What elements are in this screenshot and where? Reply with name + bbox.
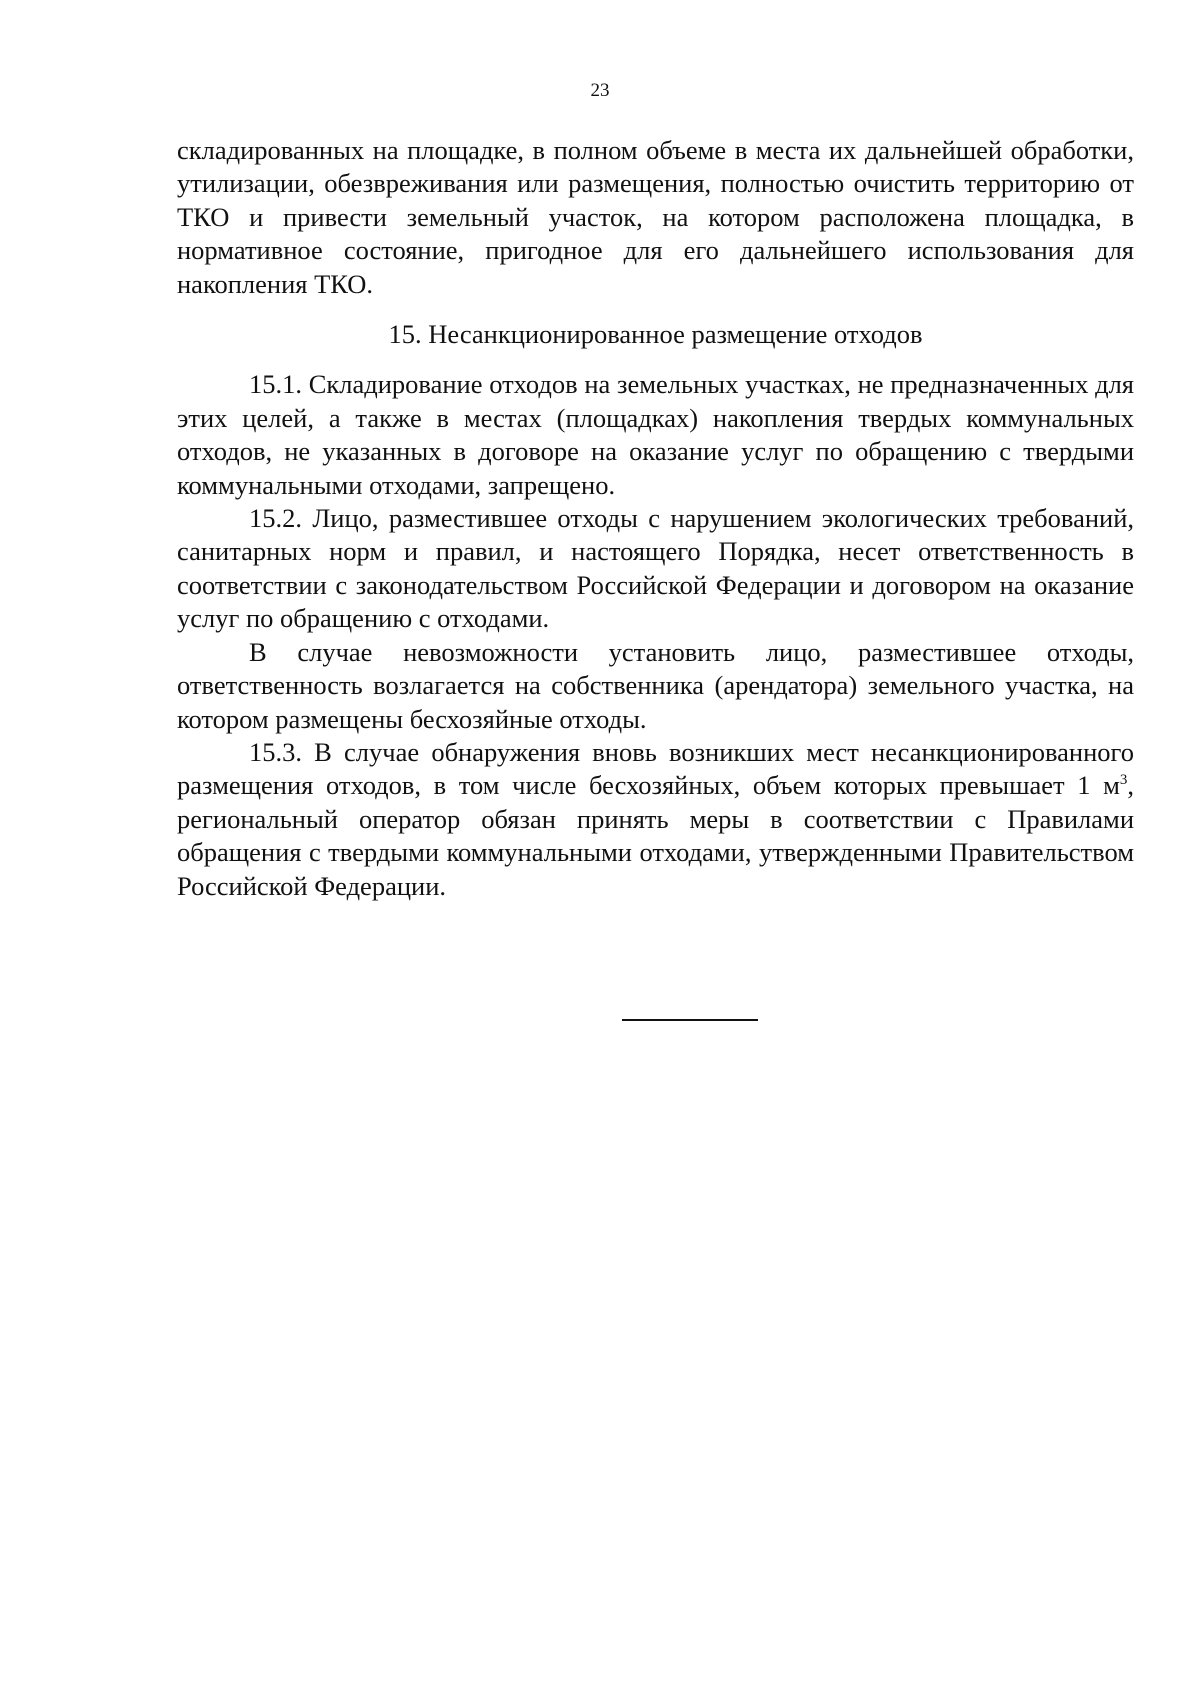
intro-paragraph: складированных на площадке, в полном объеме в места их дальнейшей обработки, утилизации, обезвреживания или размещения, полностью очистить территорию от ТКО и привести земельный участок, на котором расположена площадка, в нормативное состояние, пригодное для его дальнейшего использования для накопления ТКО.	[177, 135, 1134, 299]
end-of-document-rule	[622, 1019, 758, 1021]
paragraph-15-1: 15.1. Складирование отходов на земельных участках, не предназначенных для этих целей, а также в местах (площадках) накопления твердых коммунальных отходов, не указанных в договоре на оказание услуг по обращению с твердыми коммунальными отходами, запрещено.	[177, 369, 1134, 500]
paragraph-15-3	[177, 736, 1134, 903]
paragraph-15-3-text-end: , региональный оператор обязан принять меры в соответствии с Правилами обращения с твердыми коммунальными отходами, утвержденными Правительством Российской Федерации.	[177, 770, 1134, 901]
cubic-superscript: 3	[1119, 772, 1128, 789]
paragraph-15-3-text-start: 15.3. В случае обнаружения вновь возникших мест несанкционированного размещения отходов, в том числе бесхозяйных, объем которых превышает 1 м	[177, 736, 1134, 801]
section-heading: 15. Несанкционированное размещение отходов	[388, 319, 923, 350]
page-number: 23	[590, 80, 610, 101]
document-body	[177, 134, 1134, 903]
paragraph-15-2: 15.2. Лицо, разместившее отходы с нарушением экологических требований, санитарных норм и правил, и настоящего Порядка, несет ответственность в соответствии с законодательством Российской Федерации и договором на оказание услуг по обращению с отходами.	[177, 503, 1134, 634]
paragraph-15-2-continuation: В случае невозможности установить лицо, разместившее отходы, ответственность возлагается на собственника (арендатора) земельного участка, на котором размещены бесхозяйные отходы.	[177, 636, 1134, 734]
